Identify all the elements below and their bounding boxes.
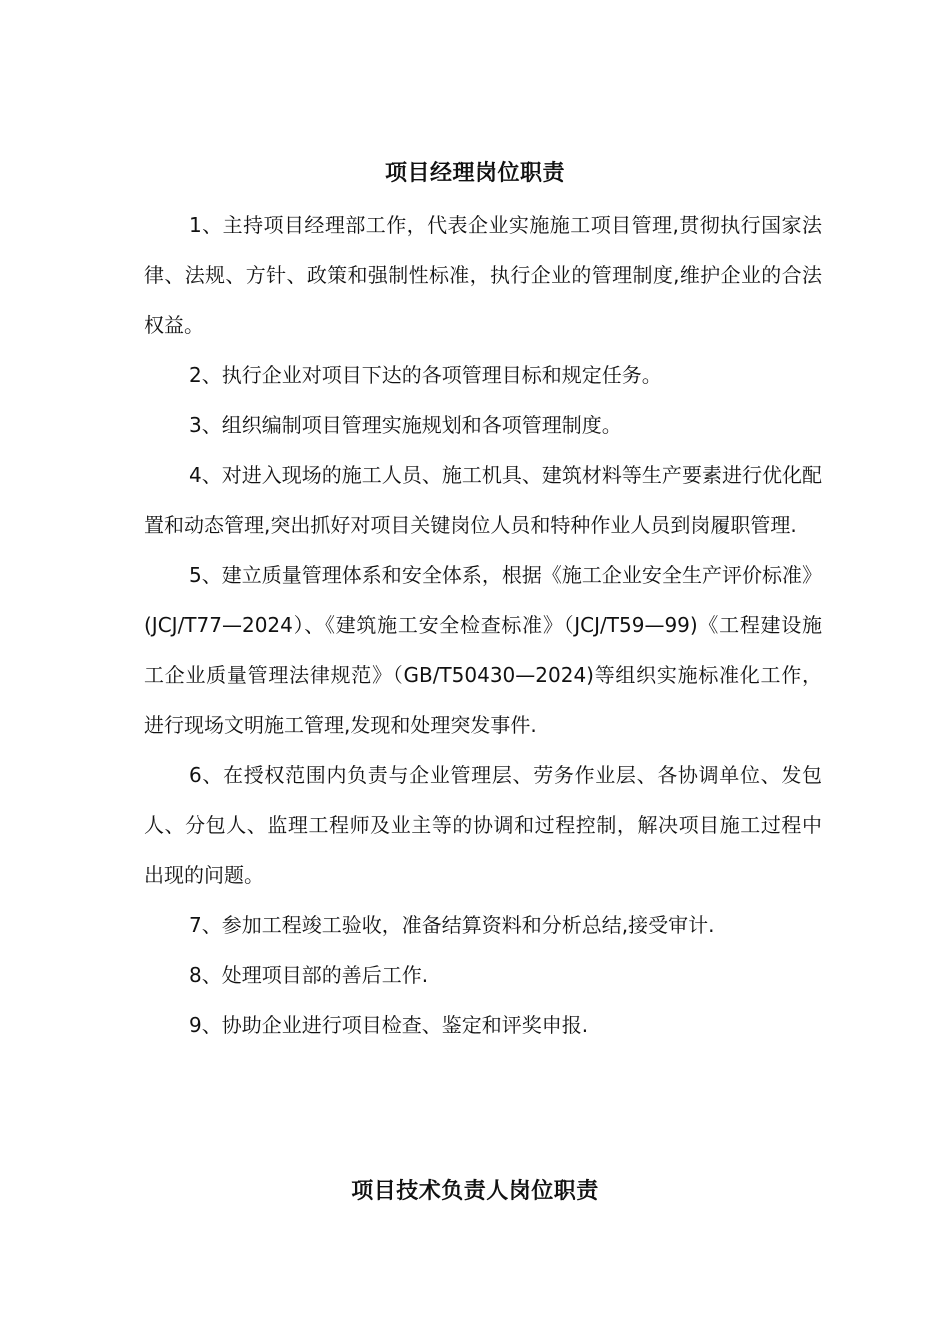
duties-list (144, 200, 822, 1050)
duty-item-7: 7、参加工程竣工验收，准备结算资料和分析总结,接受审计. (189, 913, 715, 937)
duty-item-3: 3、组织编制项目管理实施规划和各项管理制度。 (189, 413, 622, 437)
duty-item-4: 4、对进入现场的施工人员、施工机具、建筑材料等生产要素进行优化配置和动态管理,突出抓好对项目关键岗位人员和特种作业人员到岗履职管理. (144, 463, 822, 537)
duty-item-9: 9、协助企业进行项目检查、鉴定和评奖申报. (189, 1013, 589, 1037)
duty-item-8: 8、处理项目部的善后工作. (189, 963, 429, 987)
duty-item-6: 6、在授权范围内负责与企业管理层、劳务作业层、各协调单位、发包人、分包人、监理工程师及业主等的协调和过程控制，解决项目施工过程中出现的问题。 (144, 763, 822, 887)
duty-item-2: 2、执行企业对项目下达的各项管理目标和规定任务。 (189, 363, 662, 387)
duty-item-5: 5、建立质量管理体系和安全体系，根据《施工企业安全生产评价标准》(JCJ/T77—2024）、《建筑施工安全检查标准》（JCJ/T59—99)《工程建设施工企业质量管理法律规范》（GB/T50430—2024)等组织实施标准化工作，进行现场文明施工管理,发现和处理突发事件. (144, 563, 822, 737)
duty-item-1: 1、主持项目经理部工作，代表企业实施施工项目管理,贯彻执行国家法律、法规、方针、政策和强制性标准，执行企业的管理制度,维护企业的合法权益。 (144, 213, 822, 337)
section-title-technical-lead: 项目技术负责人岗位职责 (351, 1179, 599, 1204)
section-title-project-manager: 项目经理岗位职责 (384, 161, 565, 186)
